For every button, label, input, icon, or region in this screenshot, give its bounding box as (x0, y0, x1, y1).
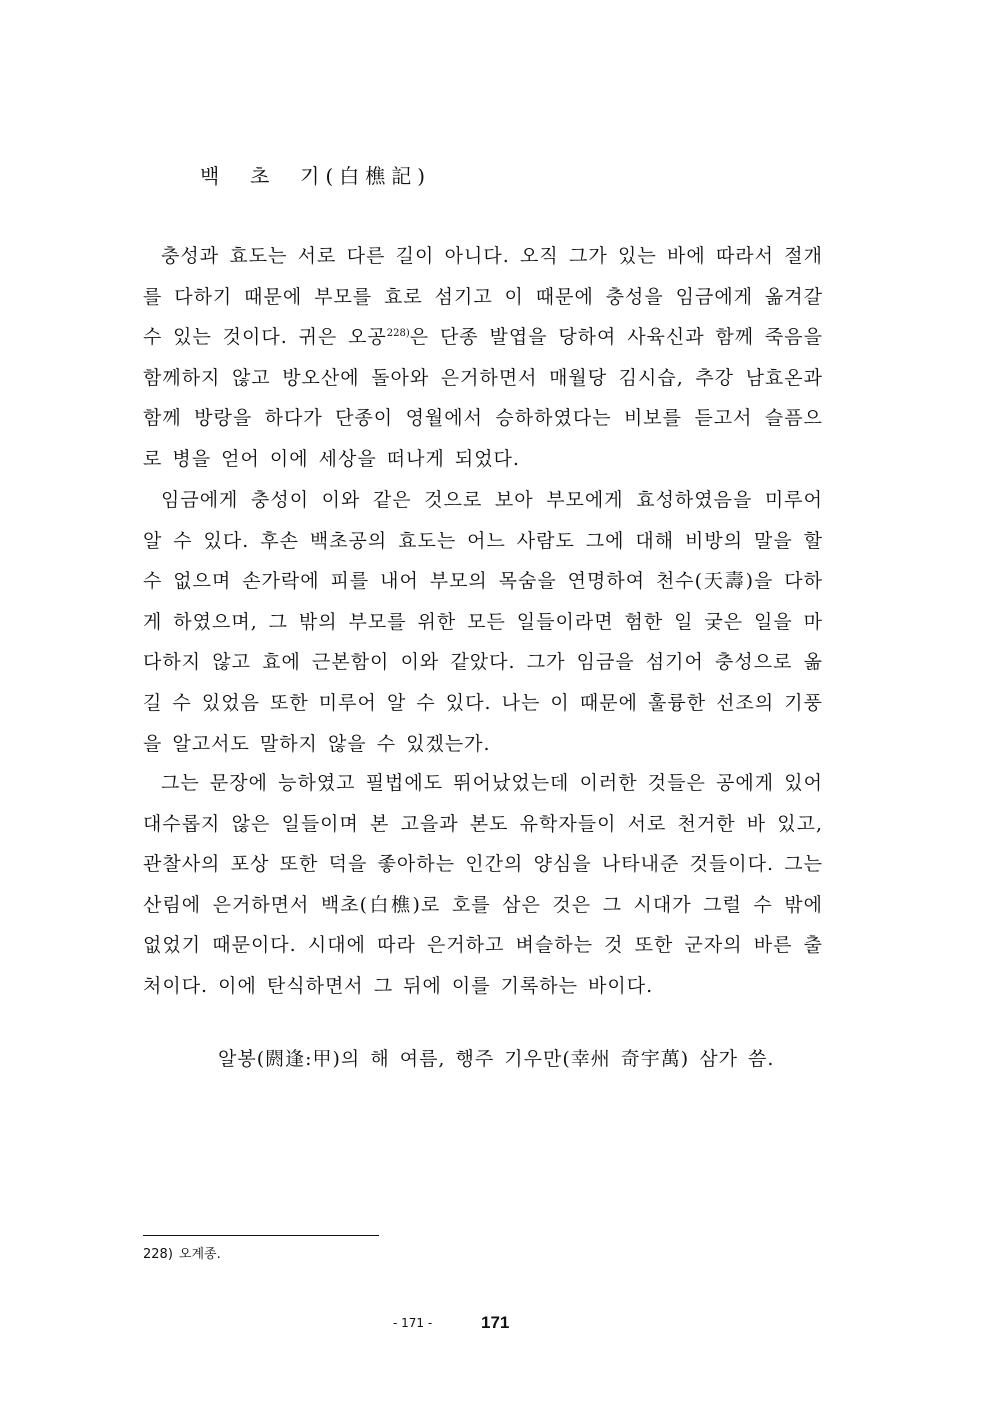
footnote (143, 1243, 221, 1262)
paragraph-1-text-after: 은 단종 발엽을 당하여 사육신과 함께 죽음을 함께하지 않고 방오산에 돌아와 은거하면서 매월당 김시습, 추강 남효온과 함께 방랑을 하다가 단종이 영월에서 승하하였다는 비보를 듣고서 슬픔으로 병을 얻어 이에 세상을 떠나게 되었다. (143, 326, 823, 470)
paragraph-3-text: 그는 문장에 능하였고 필법에도 뛰어났었는데 이러한 것들은 공에게 있어 대수롭지 않은 일들이며 본 고을과 본도 유학자들이 서로 천거한 바 있고, 관찰사의 포상 또한 덕을 좋아하는 인간의 양심을 나타내준 것들이다. 그는 산림에 은거하면서 백초(白樵)로 호를 삼은 것은 그 시대가 그럴 수 밖에 없었기 때문이다. 시대에 따라 은거하고 벼슬하는 것 또한 군자의 바른 출처이다. 이에 탄식하면서 그 뒤에 이를 기록하는 바이다. (143, 772, 823, 997)
page-number-small: - 171 - (393, 1316, 433, 1330)
footnote-divider (143, 1235, 379, 1236)
document-title: 백 초 기(白樵記) (200, 164, 431, 188)
signoff: 알봉(閼逢:甲)의 해 여름, 행주 기우만(幸州 奇宇萬) 삼가 씀. (218, 1048, 775, 1070)
paragraph-2-text: 임금에게 충성이 이와 같은 것으로 보아 부모에게 효성하였음을 미루어 알 수 있다. 후손 백초공의 효도는 어느 사람도 그에 대해 비방의 말을 할 수 없으며 손가락에 피를 내어 부모의 목숨을 연명하여 천수(天壽)을 다하게 하였으며, 그 밖의 부모를 위한 모든 일들이라면 험한 일 궂은 일을 마다하지 않고 효에 근본함이 이와 같았다. 그가 임금을 섬기어 충성으로 옮길 수 있었음 또한 미루어 알 수 있다. 나는 이 때문에 훌륭한 선조의 기풍을 알고서도 말하지 않을 수 있겠는가. (143, 489, 823, 755)
page-number-large: 171 (481, 1313, 510, 1332)
paragraph-1 (143, 236, 823, 480)
footnote-text: 오계종. (178, 1247, 221, 1262)
paragraph-1-text-before: 충성과 효도는 서로 다른 길이 아니다. 오직 그가 있는 바에 따라서 절개를 다하기 때문에 부모를 효로 섬기고 이 때문에 충성을 임금에게 옮겨갈 수 있는 것이다. 귀은 오공 (143, 245, 823, 349)
footnote-number: 228) (143, 1247, 173, 1262)
footnote-reference: 228) (386, 328, 410, 340)
paragraph-3 (143, 763, 823, 1007)
paragraph-2 (143, 480, 823, 764)
